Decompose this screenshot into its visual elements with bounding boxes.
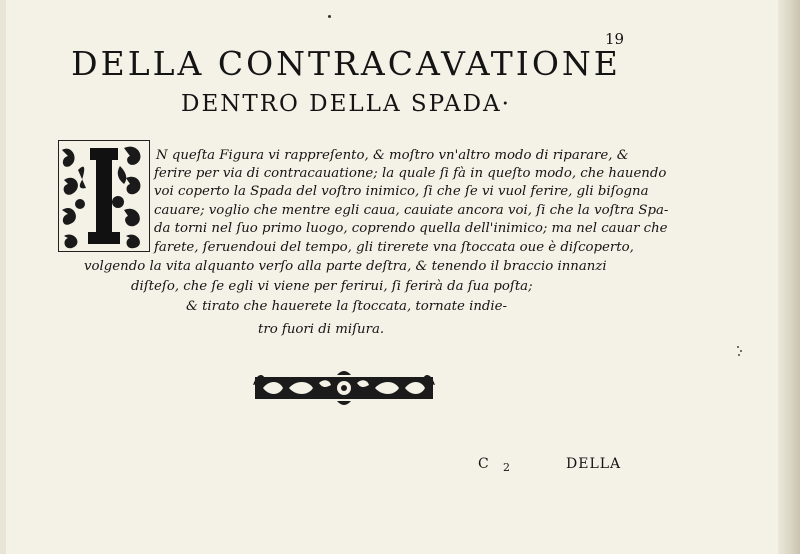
- page-edge-shadow: [778, 0, 800, 554]
- body-line-1: N queſta Figura vi rappreſento, & moſtro vn'altro modo di riparare, &: [156, 148, 629, 163]
- decorated-initial: [58, 140, 150, 252]
- tailpiece-ornament: [253, 367, 435, 409]
- margin-mark: [735, 344, 745, 358]
- body-line-5: da torni nel ſuo primo luogo, coprendo quella dell'inimico; ma nel cauar che: [154, 221, 668, 236]
- signature-number: 2: [503, 461, 510, 474]
- body-line-2: ferire per via di contracauatione; la quale ſi fà in queſto modo, che hauendo: [154, 166, 667, 181]
- page-gutter: [0, 0, 6, 554]
- page-number: 19: [605, 30, 625, 48]
- body-line-8: diſteſo, che ſe egli vi viene per ferirui, ſi ferirà da ſua poſta;: [131, 279, 533, 294]
- margin-mark-graphic: [735, 344, 745, 358]
- body-line-10: tro fuori di miſura.: [258, 322, 385, 337]
- body-line-6: farete, ſeruendoui del tempo, gli tirerete vna ſtoccata oue è diſcoperto,: [154, 240, 634, 255]
- body-line-7: volgendo la vita alquanto verſo alla parte deſtra, & tenendo il braccio innanzi: [84, 259, 607, 274]
- chapter-subtitle: DENTRO DELLA SPADA·: [181, 91, 511, 117]
- body-line-3: voi coperto la Spada del voſtro inimico, ſi che ſe vi vuol ferire, gli biſogna: [154, 184, 649, 199]
- decorated-initial-graphic: [58, 140, 150, 252]
- ink-speck: [328, 15, 331, 18]
- catchword: DELLA: [566, 456, 622, 472]
- body-line-4: cauare; voglio che mentre egli caua, cauiate ancora voi, ſi che la voſtra Spa-: [154, 203, 669, 218]
- body-line-9: & tirato che hauerete la ſtoccata, tornate indie-: [186, 299, 508, 314]
- signature-mark: C: [478, 456, 489, 472]
- chapter-title: DELLA CONTRACAVATIONE: [71, 44, 621, 83]
- tailpiece-ornament-graphic: [253, 367, 435, 409]
